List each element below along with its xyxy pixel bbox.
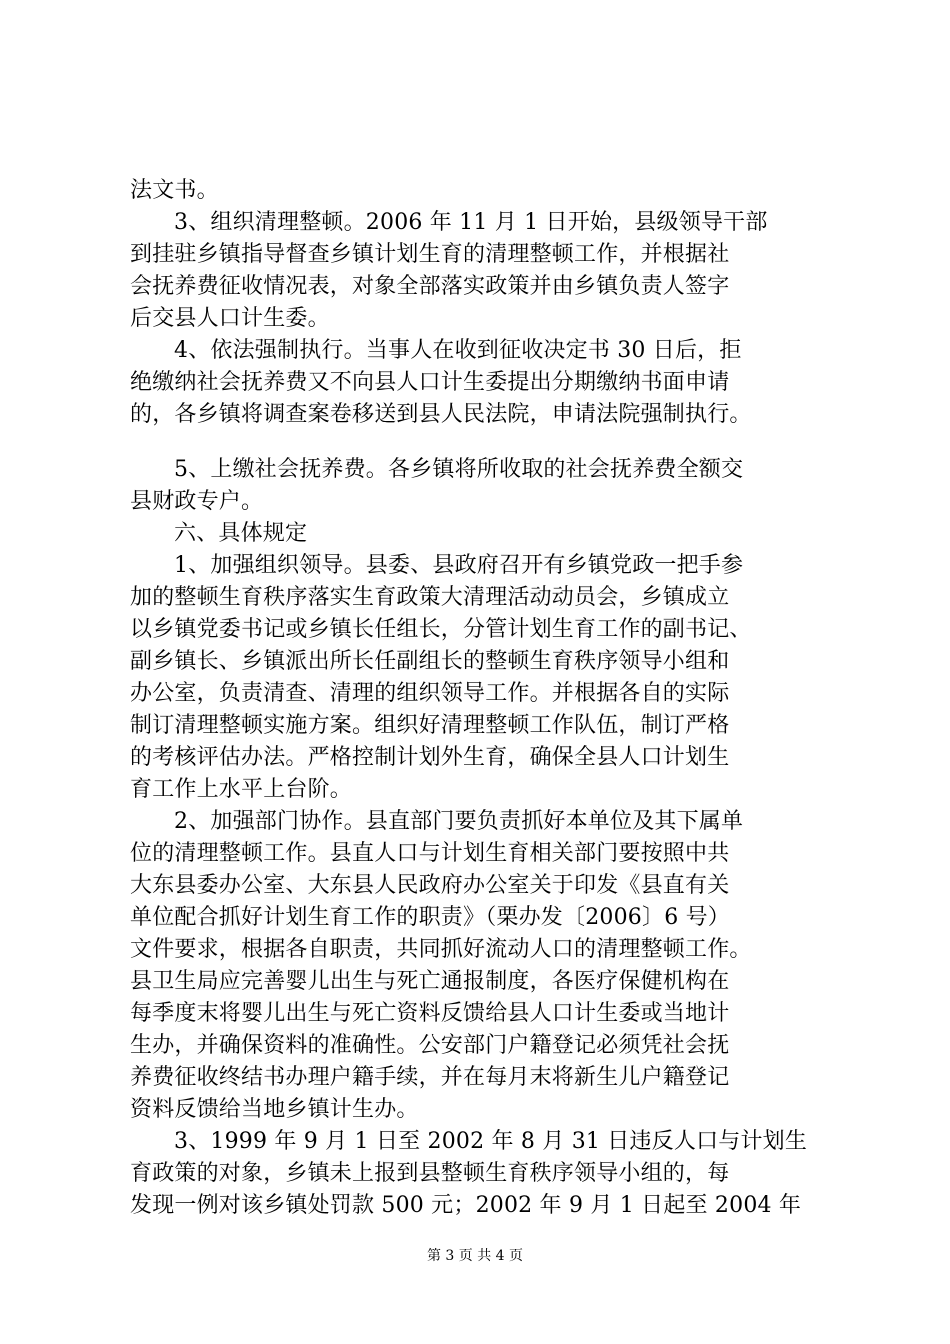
text-line-2: 3、组织清理整顿。2006 年 11 月 1 日开始，县级领导干部 bbox=[174, 210, 768, 235]
text-line-17: 制订清理整顿实施方案。组织好清理整顿工作队伍，制订严格 bbox=[130, 713, 730, 738]
text-line-18: 的考核评估办法。严格控制计划外生育，确保全县人口计划生 bbox=[130, 745, 730, 770]
text-line-8: 的，各乡镇将调查案卷移送到县人民法院，申请法院强制执行。 bbox=[130, 402, 752, 427]
text-line-29: 资料反馈给当地乡镇计生办。 bbox=[130, 1097, 419, 1122]
text-line-7: 绝缴纳社会抚养费又不向县人口计生委提出分期缴纳书面申请 bbox=[130, 370, 730, 395]
text-line-27: 生办，并确保资料的准确性。公安部门户籍登记必须凭社会抚 bbox=[130, 1033, 730, 1058]
text-line-10: 县财政专户。 bbox=[130, 489, 264, 514]
text-line-20: 2、加强部门协作。县直部门要负责抓好本单位及其下属单 bbox=[174, 809, 744, 834]
text-line-23: 单位配合抓好计划生育工作的职责》（栗办发〔2006〕6 号） bbox=[130, 905, 730, 930]
text-line-6: 4、依法强制执行。当事人在收到征收决定书 30 日后，拒 bbox=[174, 338, 742, 363]
text-line-1: 法文书。 bbox=[130, 178, 219, 203]
text-line-30: 3、1999 年 9 月 1 日至 2002 年 8 月 31 日违反人口与计划生 bbox=[174, 1129, 808, 1154]
text-line-4: 会抚养费征收情况表，对象全部落实政策并由乡镇负责人签字 bbox=[130, 274, 730, 299]
text-line-3: 到挂驻乡镇指导督查乡镇计划生育的清理整顿工作，并根据社 bbox=[130, 242, 730, 267]
text-line-26: 每季度末将婴儿出生与死亡资料反馈给县人口计生委或当地计 bbox=[130, 1001, 730, 1026]
text-line-25: 县卫生局应完善婴儿出生与死亡通报制度，各医疗保健机构在 bbox=[130, 969, 730, 994]
page-number-footer: 第 3 页 共 4 页 bbox=[426, 1248, 524, 1264]
text-line-5: 后交县人口计生委。 bbox=[130, 306, 330, 331]
text-line-15: 副乡镇长、乡镇派出所长任副组长的整顿生育秩序领导小组和 bbox=[130, 649, 730, 674]
text-line-9: 5、上缴社会抚养费。各乡镇将所收取的社会抚养费全额交 bbox=[174, 457, 744, 482]
text-line-32: 发现一例对该乡镇处罚款 500 元；2002 年 9 月 1 日起至 2004 年 bbox=[130, 1193, 802, 1218]
text-line-31: 育政策的对象，乡镇未上报到县整顿生育秩序领导小组的，每 bbox=[130, 1161, 730, 1186]
section-heading: 六、具体规定 bbox=[174, 521, 308, 546]
text-line-12: 1、加强组织领导。县委、县政府召开有乡镇党政一把手参 bbox=[174, 553, 744, 578]
text-line-13: 加的整顿生育秩序落实生育政策大清理活动动员会，乡镇成立 bbox=[130, 585, 730, 610]
text-line-22: 大东县委办公室、大东县人民政府办公室关于印发《县直有关 bbox=[130, 873, 730, 898]
text-line-21: 位的清理整顿工作。县直人口与计划生育相关部门要按照中共 bbox=[130, 841, 730, 866]
text-line-28: 养费征收终结书办理户籍手续，并在每月末将新生儿户籍登记 bbox=[130, 1065, 730, 1090]
text-line-16: 办公室，负责清查、清理的组织领导工作。并根据各自的实际 bbox=[130, 681, 730, 706]
text-line-14: 以乡镇党委书记或乡镇长任组长，分管计划生育工作的副书记、 bbox=[130, 617, 752, 642]
text-line-19: 育工作上水平上台阶。 bbox=[130, 777, 353, 802]
text-line-24: 文件要求，根据各自职责，共同抓好流动人口的清理整顿工作。 bbox=[130, 937, 752, 962]
